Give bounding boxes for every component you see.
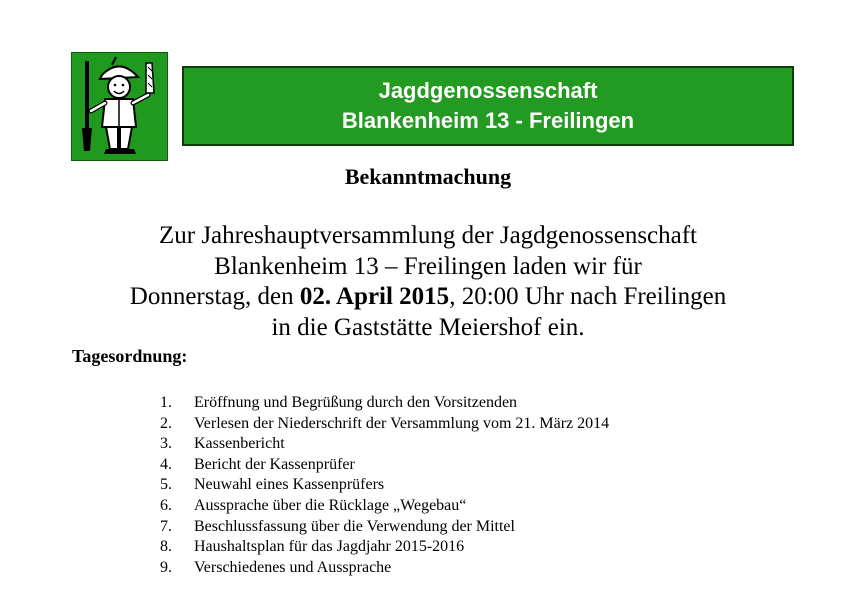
list-item [160,414,609,435]
banner-title-line1: Jagdgenossenschaft [378,78,598,103]
item-text: Bericht der Kassenprüfer [194,455,355,473]
banner-title-line2: Blankenheim 13 - Freilingen [341,108,635,133]
list-item [160,455,609,476]
hunter-icon [72,53,167,160]
meeting-date: 02. April 2015 [299,283,450,310]
invitation-line3-post: , 20:00 Uhr nach Freilingen [449,283,727,310]
item-text: Neuwahl eines Kassenprüfers [194,476,385,494]
list-item [160,558,609,579]
item-number: 7. [160,517,172,535]
item-number: 9. [160,558,172,576]
item-number: 8. [160,538,172,556]
list-item [160,393,609,414]
invitation-line1: Zur Jahreshauptversammlung der Jagdgenossenschaft [158,222,698,249]
list-item [160,434,609,455]
list-item [160,475,609,496]
item-number: 4. [160,455,172,473]
item-number: 1. [160,394,172,411]
item-text: Aussprache über die Rücklage „Wegebau“ [194,496,467,514]
hunter-logo [71,52,168,161]
item-text: Verschiedenes und Aussprache [194,558,392,576]
list-item [160,496,609,517]
invitation-line4: in die Gaststätte Meiershof ein. [271,313,585,341]
item-number: 6. [160,496,172,514]
item-text: Kassenbericht [194,435,285,453]
item-text: Beschlussfassung über die Verwendung der Mittel [194,517,515,535]
item-text: Verlesen der Niederschrift der Versammlung vom 21. März 2014 [194,414,610,432]
invitation-text [0,221,856,343]
list-item [160,517,609,538]
item-text: Eröffnung und Begrüßung durch den Vorsitzenden [194,394,518,411]
invitation-line2: Blankenheim 13 – Freilingen laden wir für [214,252,642,280]
page-title: Bekanntmachung [344,164,512,189]
invitation-line3-pre: Donnerstag, den [129,283,300,310]
item-number: 3. [160,435,172,453]
list-item [160,537,609,558]
item-number: 2. [160,414,172,432]
item-text: Haushaltsplan für das Jagdjahr 2015-2016 [194,538,465,556]
agenda-title: Tagesordnung: [72,346,188,366]
title-banner [182,66,794,146]
invitation-line3 [0,282,856,313]
item-number: 5. [160,476,172,494]
agenda-list [160,393,609,578]
